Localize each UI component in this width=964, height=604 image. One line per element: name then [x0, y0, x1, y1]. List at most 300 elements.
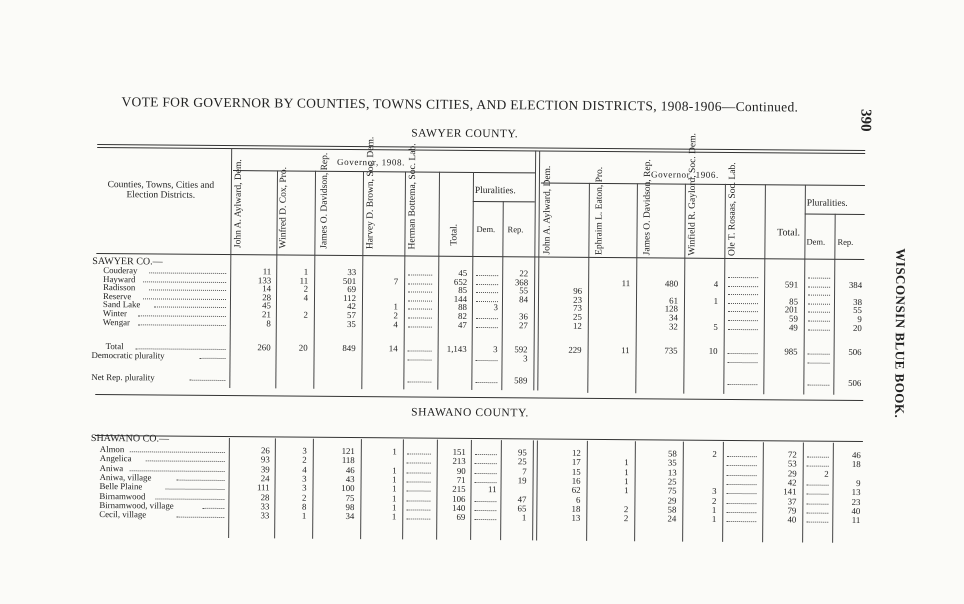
empty-cell-dots [476, 269, 498, 276]
empty-cell-dots [728, 347, 758, 354]
vote-cell: 4 [713, 278, 719, 289]
empty-cell-dots [728, 314, 758, 321]
vote-cell: 13 [667, 467, 677, 478]
governor-1908-header: Governor, 1908. [337, 156, 406, 168]
vote-cell: 49 [788, 322, 798, 333]
vote-cell: 201 [784, 304, 798, 315]
empty-cell-dots [727, 469, 757, 476]
vote-cell: 25 [517, 456, 527, 467]
vote-cell: 11 [851, 515, 861, 526]
vote-cell: 42 [347, 301, 356, 312]
vote-cell: 4 [393, 318, 398, 329]
row-label: Angelica [99, 453, 132, 464]
leader-dots [144, 275, 227, 283]
pluralities-1908-header: Pluralities. [474, 185, 516, 197]
row-label: Hayward [103, 273, 136, 284]
row-label: Net Rep. plurality [91, 371, 155, 383]
vote-cell: 3 [302, 473, 307, 484]
vote-cell: 11 [621, 277, 631, 288]
vote-cell: 7 [393, 275, 399, 286]
vote-cell: 213 [452, 456, 466, 467]
empty-cell-dots [406, 503, 430, 510]
empty-cell-dots [476, 321, 498, 328]
empty-cell-dots [727, 459, 757, 466]
empty-cell-dots [408, 353, 432, 360]
vote-cell: 591 [784, 278, 799, 290]
vote-cell: 11 [621, 345, 630, 356]
vote-cell: 2 [623, 513, 629, 524]
vote-cell: 34 [669, 312, 678, 323]
governor-1906-header: Governor, 1906. [650, 169, 719, 180]
row-label: Sand Lake [102, 299, 141, 310]
vote-cell: 28 [262, 292, 272, 303]
vote-cell: 506 [848, 377, 862, 388]
vote-cell: 1 [711, 504, 717, 515]
vote-cell: 4 [303, 292, 309, 303]
leader-dots [143, 292, 226, 300]
vote-cell: 73 [573, 303, 582, 314]
vote-cell: 1 [624, 466, 629, 477]
vote-cell: 8 [266, 317, 271, 328]
vote-cell: 17 [571, 457, 581, 468]
vote-cell: 34 [345, 511, 355, 522]
empty-cell-dots [808, 297, 830, 304]
sawyer-county-heading: SAWYER COUNTY. [411, 127, 519, 141]
vote-cell: 229 [568, 344, 582, 355]
vote-cell: 35 [346, 318, 356, 329]
empty-cell-dots [408, 303, 432, 310]
vote-cell: 25 [573, 311, 582, 322]
vote-cell: 985 [784, 346, 798, 357]
empty-cell-dots [476, 312, 498, 319]
vote-cell: 57 [347, 309, 356, 321]
vote-cell: 11 [299, 275, 309, 286]
empty-cell-dots [475, 448, 497, 455]
vote-cell: 3 [493, 344, 498, 355]
vote-cell: 98 [345, 501, 355, 512]
row-label: Radisson [103, 282, 136, 293]
vote-cell: 23 [573, 294, 583, 305]
vote-cell: 1 [301, 510, 307, 521]
vote-cell: 14 [388, 343, 398, 354]
vote-cell: 20 [852, 322, 862, 333]
vote-cell: 2 [711, 495, 717, 506]
leader-dots [136, 342, 226, 350]
row-label: Couderay [103, 265, 138, 276]
vote-cell: 75 [345, 492, 355, 503]
vote-cell: 27 [518, 319, 528, 330]
vote-cell: 3 [302, 482, 307, 493]
empty-cell-dots [728, 305, 758, 312]
rep-1908-header: Rep. [507, 224, 524, 235]
vote-cell: 2 [303, 309, 308, 320]
vote-cell: 8 [301, 501, 307, 512]
empty-cell-dots [726, 496, 756, 503]
vote-cell: 2 [712, 448, 717, 459]
col-header: Winfield R. Gaylord, Soc. Dem. [687, 133, 699, 256]
leader-dots [154, 301, 226, 309]
empty-cell-dots [406, 485, 430, 492]
vote-cell: 13 [571, 512, 581, 523]
vote-cell: 59 [789, 313, 798, 324]
vote-cell: 2 [824, 468, 829, 479]
empty-cell-dots [807, 379, 829, 386]
leader-dots [200, 352, 226, 359]
leader-dots [130, 445, 225, 453]
vote-cell: 144 [453, 293, 468, 304]
empty-cell-dots [408, 311, 432, 318]
vote-cell: 111 [256, 482, 270, 493]
leader-dots [155, 492, 224, 500]
empty-cell-dots [408, 277, 432, 284]
vote-cell: 11 [487, 484, 497, 495]
leader-dots [145, 455, 224, 463]
empty-cell-dots [806, 506, 828, 513]
vote-cell: 72 [787, 449, 797, 460]
leader-dots [138, 309, 226, 317]
vote-cell: 5 [713, 321, 718, 332]
vote-cell: 1 [392, 464, 397, 475]
empty-cell-dots [727, 378, 757, 385]
vote-cell: 37 [787, 495, 797, 506]
vote-cell: 1 [711, 513, 717, 524]
vote-cell: 26 [260, 445, 270, 456]
leader-dots [176, 474, 224, 481]
empty-cell-dots [727, 478, 757, 485]
vote-cell: 1 [393, 301, 398, 312]
sawyer-county-label: SAWYER CO.— [92, 255, 163, 268]
vote-cell: 95 [517, 447, 527, 458]
vote-cell: 4 [302, 464, 307, 475]
vote-cell: 7 [522, 465, 527, 476]
empty-cell-dots [407, 466, 431, 473]
empty-cell-dots [408, 268, 432, 275]
vote-cell: 6 [575, 494, 581, 505]
vote-cell: 1 [391, 502, 397, 513]
table-row [0, 372, 963, 389]
vote-cell: 133 [257, 274, 272, 285]
empty-cell-dots [475, 457, 497, 464]
empty-cell-dots [476, 295, 498, 302]
row-label: Belle Plaine [99, 481, 143, 492]
empty-cell-dots [407, 375, 431, 382]
vote-cell: 65 [517, 503, 527, 514]
vote-cell: 100 [341, 483, 355, 494]
vote-cell: 3 [523, 353, 528, 364]
vote-cell: 90 [456, 465, 466, 476]
empty-cell-dots [476, 278, 498, 285]
vote-cell: 58 [667, 504, 677, 515]
vote-cell: 33 [260, 501, 270, 512]
vote-cell: 45 [262, 300, 271, 311]
vote-cell: 21 [262, 309, 271, 320]
col-header: Total. [449, 223, 460, 246]
vote-cell: 2 [303, 283, 309, 294]
row-label: Aniwa [99, 462, 124, 473]
empty-cell-dots [808, 272, 830, 279]
vote-cell: 46 [851, 449, 861, 460]
vote-cell: 141 [783, 486, 797, 497]
empty-cell-dots [408, 286, 432, 293]
empty-cell-dots [808, 315, 830, 322]
leader-dots [166, 483, 225, 490]
vote-cell: 10 [708, 345, 718, 356]
vote-cell: 29 [787, 468, 797, 479]
col-header: Harvey D. Brown, Soc. Dem. [365, 136, 377, 250]
vote-cell: 88 [458, 302, 467, 313]
col-header: James O. Davidson, Rep. [642, 159, 654, 256]
vote-cell: 151 [452, 446, 466, 457]
row-label: Wengar [102, 316, 130, 327]
empty-cell-dots [808, 348, 830, 355]
vote-cell: 75 [667, 485, 677, 496]
empty-cell-dots [806, 488, 828, 495]
empty-cell-dots [728, 356, 758, 363]
vote-cell: 42 [787, 477, 797, 488]
leader-dots [202, 502, 224, 509]
vote-cell: 14 [262, 283, 272, 294]
col-header: Total. [777, 227, 801, 239]
page-title: VOTE FOR GOVERNOR BY COUNTIES, TOWNS CITIES, AND ELECTION DISTRICTS, 1908-1906—Continued. [121, 94, 799, 115]
vote-cell: 106 [452, 493, 466, 504]
shawano-county-label: SHAWANO CO.— [90, 432, 170, 445]
empty-cell-dots [474, 504, 496, 511]
vote-cell: 589 [514, 375, 528, 386]
vote-cell: 506 [848, 346, 862, 357]
leader-dots [149, 266, 226, 274]
leader-dots [189, 374, 225, 381]
vote-cell: 1 [391, 511, 397, 522]
vote-cell: 33 [260, 510, 270, 521]
page-number: 390 [857, 108, 874, 132]
vote-cell: 45 [458, 267, 468, 278]
vote-cell: 12 [572, 320, 582, 331]
vote-cell: 40 [787, 514, 797, 525]
vote-cell: 2 [393, 310, 398, 321]
vote-cell: 33 [347, 266, 357, 278]
vote-cell: 13 [851, 487, 861, 498]
empty-cell-dots [807, 460, 829, 467]
vote-cell: 3 [302, 445, 307, 456]
vote-cell: 11 [262, 266, 272, 277]
vote-cell: 85 [789, 296, 799, 307]
empty-cell-dots [407, 475, 431, 482]
vote-cell: 3 [712, 486, 717, 497]
col-header: John A. Aylward, Dem. [542, 165, 554, 255]
leader-dots [130, 464, 225, 472]
vote-cell: 35 [667, 457, 677, 468]
vote-cell: 69 [347, 284, 357, 295]
empty-cell-dots [406, 494, 430, 501]
header-bottom-rule [96, 253, 864, 260]
row-label: Birnamwood [99, 490, 146, 501]
vote-cell: 15 [571, 466, 581, 477]
vote-cell: 215 [452, 483, 466, 495]
vote-cell: 368 [514, 276, 529, 287]
empty-cell-dots [728, 323, 758, 330]
row-label: Winter [102, 308, 128, 319]
vote-cell: 32 [668, 321, 678, 332]
vote-cell: 71 [456, 474, 466, 485]
empty-cell-dots [807, 478, 829, 485]
empty-cell-dots [408, 320, 432, 327]
vote-cell: 1,143 [446, 343, 467, 354]
col-header: John A. Aylward, Dem. [233, 159, 245, 249]
vote-cell: 18 [571, 503, 581, 514]
vote-cell: 36 [519, 311, 528, 322]
vote-cell: 47 [457, 319, 467, 330]
top-double-rule-inner [97, 147, 865, 154]
vote-cell: 39 [260, 463, 270, 474]
vote-cell: 1 [303, 266, 309, 277]
empty-cell-dots [476, 354, 498, 361]
shawano-top-rule [95, 435, 863, 442]
row-label: Total [105, 341, 124, 352]
vote-cell: 12 [571, 447, 581, 458]
vote-cell: 2 [302, 492, 307, 503]
vote-cell: 1 [392, 483, 397, 494]
vote-cell: 22 [519, 268, 529, 279]
col-header: Winfred D. Cox, Pro. [278, 166, 290, 249]
row-label: Reserve [102, 290, 132, 302]
empty-cell-dots [728, 288, 758, 295]
running-side-title: WISCONSIN BLUE BOOK. [892, 248, 909, 419]
empty-cell-dots [806, 497, 828, 504]
empty-cell-dots [728, 297, 758, 304]
empty-cell-dots [474, 494, 496, 501]
vote-cell: 93 [260, 454, 270, 465]
vote-cell: 96 [573, 285, 583, 296]
empty-cell-dots [727, 450, 757, 457]
empty-cell-dots [728, 271, 758, 278]
vote-cell: 16 [571, 475, 581, 486]
vote-cell: 112 [343, 292, 357, 303]
vote-cell: 3 [493, 302, 498, 313]
vote-cell: 85 [458, 285, 468, 296]
vote-cell: 79 [787, 505, 797, 516]
vote-cell: 2 [623, 503, 629, 514]
vote-cell: 501 [342, 275, 357, 286]
vote-cell: 652 [453, 276, 468, 287]
vote-cell: 43 [345, 473, 355, 484]
vote-cell: 1 [713, 295, 719, 306]
empty-cell-dots [407, 447, 431, 454]
leader-dots [138, 318, 226, 326]
empty-cell-dots [475, 467, 497, 474]
vote-cell: 118 [341, 455, 355, 466]
vote-cell: 480 [664, 278, 679, 289]
vote-cell: 24 [260, 473, 270, 484]
vote-cell: 38 [853, 296, 863, 307]
vote-cell: 735 [664, 345, 678, 356]
empty-cell-dots [475, 476, 497, 483]
row-label: Democratic plurality [91, 349, 165, 361]
vote-cell: 1 [391, 492, 397, 503]
vote-cell: 9 [857, 313, 862, 324]
empty-cell-dots [728, 280, 758, 287]
empty-cell-dots [408, 344, 432, 351]
col-header: Ephraim L. Eaton, Pro. [594, 166, 606, 255]
empty-cell-dots [808, 280, 830, 287]
row-label: Almon [99, 444, 125, 455]
dem-1906-header: Dem. [806, 236, 826, 247]
vote-cell: 592 [514, 344, 528, 355]
vote-cell: 62 [571, 484, 581, 495]
vote-cell: 47 [517, 493, 527, 504]
vote-cell: 18 [851, 459, 861, 470]
vote-cell: 46 [345, 464, 355, 475]
shawano-county-heading: SHAWANO COUNTY. [411, 406, 529, 420]
vote-cell: 69 [456, 511, 466, 522]
col-header: Ole T. Rosaas, Soc. Lab. [727, 162, 739, 257]
vote-cell: 19 [517, 475, 527, 486]
col-header: James O. Davidson, Rep. [319, 152, 331, 249]
vote-cell: 1 [624, 457, 629, 468]
vote-cell: 58 [667, 448, 677, 459]
vote-cell: 1 [624, 476, 629, 487]
table-rules [2, 0, 964, 4]
empty-cell-dots [808, 357, 830, 364]
vote-cell: 1 [392, 446, 397, 457]
vote-cell: 24 [667, 513, 677, 524]
leader-dots [176, 511, 224, 518]
vote-cell: 1 [521, 512, 527, 523]
vote-cell: 128 [664, 303, 678, 314]
rep-1906-header: Rep. [837, 236, 854, 247]
empty-cell-dots [807, 451, 829, 458]
vote-cell: 55 [519, 285, 529, 296]
empty-cell-dots [808, 323, 830, 330]
vote-cell: 260 [257, 342, 271, 353]
vote-cell: 55 [853, 305, 862, 316]
empty-cell-dots [408, 294, 432, 301]
empty-cell-dots [407, 457, 431, 464]
vote-cell: 384 [848, 279, 863, 290]
empty-cell-dots [806, 516, 828, 523]
vote-cell: 9 [856, 477, 861, 488]
sawyer-bottom-rule [95, 394, 863, 401]
leader-dots [149, 284, 226, 292]
pluralities-1906-header: Pluralities. [806, 198, 848, 209]
vote-cell: 61 [669, 295, 679, 306]
empty-cell-dots [808, 289, 830, 296]
vote-cell: 28 [260, 491, 270, 502]
vote-cell: 1 [624, 485, 629, 496]
vote-cell: 140 [452, 502, 466, 513]
vote-cell: 20 [298, 342, 308, 353]
row-label: Birnamwood, village [99, 499, 174, 511]
vote-cell: 84 [519, 294, 529, 305]
stub-column-header: Counties, Towns, Cities and Election Districts. [107, 180, 215, 201]
vote-cell: 25 [667, 476, 677, 487]
col-header: Herman Bottema, Soc. Lab. [407, 143, 419, 250]
vote-cell: 82 [458, 310, 467, 321]
dem-1908-header: Dem. [476, 223, 496, 235]
vote-cell: 121 [341, 445, 355, 457]
empty-cell-dots [474, 513, 496, 520]
vote-cell: 23 [851, 496, 861, 507]
empty-cell-dots [476, 286, 498, 293]
vote-cell: 2 [302, 454, 307, 465]
empty-cell-dots [475, 376, 497, 383]
vote-cell: 1 [392, 474, 397, 485]
empty-cell-dots [726, 515, 756, 522]
row-label: Cecil, village [99, 509, 147, 520]
empty-cell-dots [406, 513, 430, 520]
row-label: Aniwa, village [99, 471, 152, 483]
empty-cell-dots [726, 487, 756, 494]
vote-cell: 40 [851, 505, 861, 516]
